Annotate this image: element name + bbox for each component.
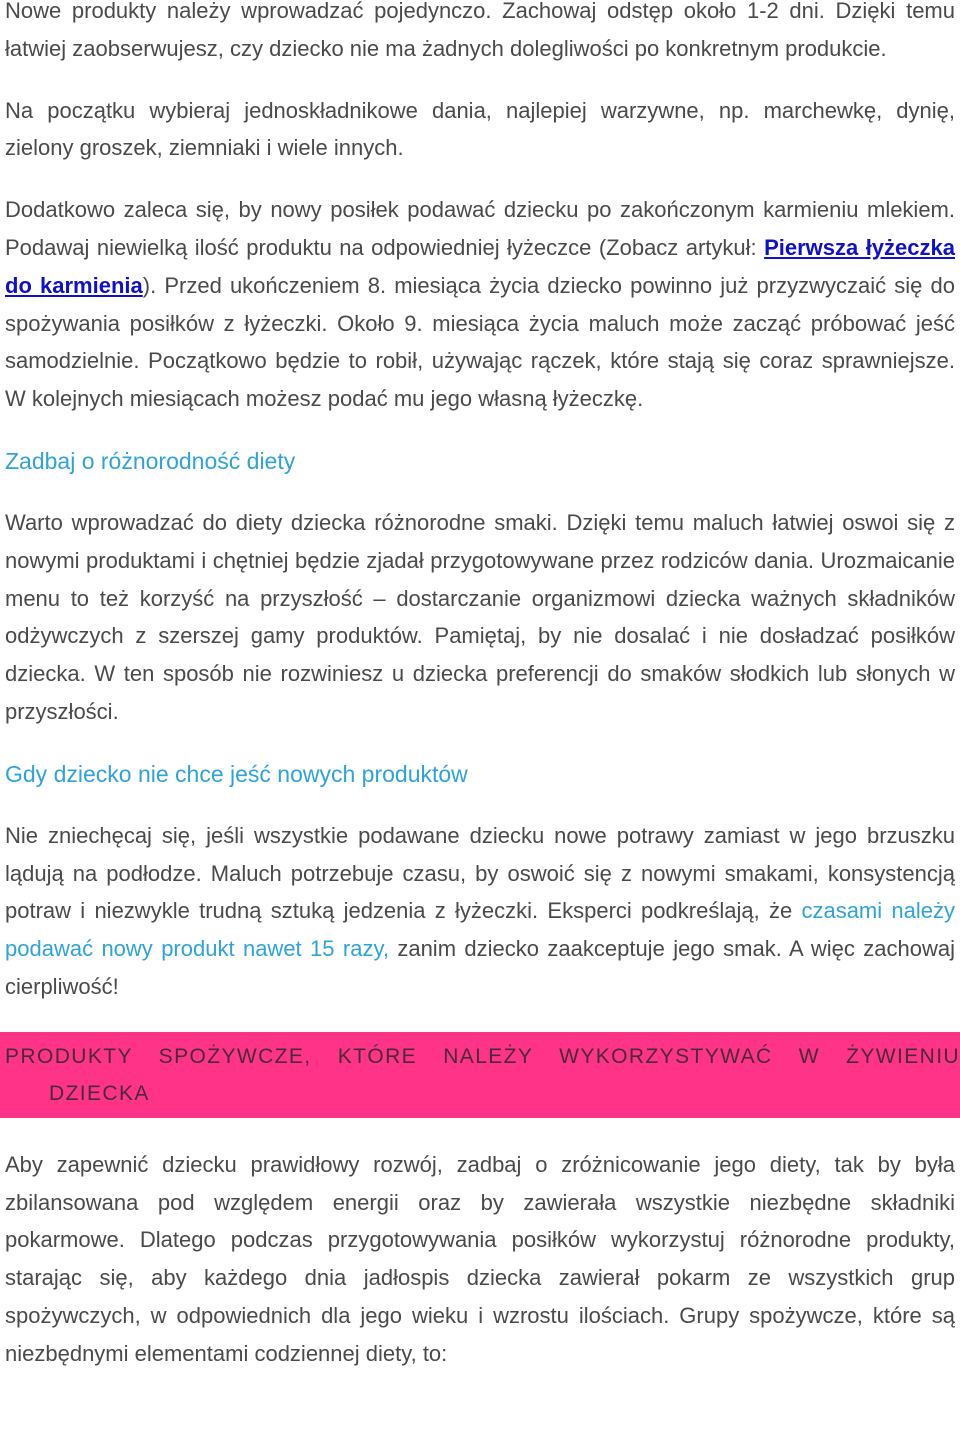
paragraph-diet-variety: Warto wprowadzać do diety dziecka różnorodne smaki. Dzięki temu maluch łatwiej oswoi się z nowymi produktami i chętniej będzie zjadał przygotowywane przez rodziców dania. Urozmaicanie menu to też korzyść na przyszłość – dostarczanie organizmowi dziecka ważnych składników odżywczych z szerszej gamy produktów. Pamiętaj, by nie dosalać i nie dosładzać posiłków dziecka. W ten sposób nie rozwiniesz u dziecka preferencji do smaków słodkich lub słonych w przyszłości.: [5, 509, 955, 724]
heading-refuses-new-food: Gdy dziecko nie chce jeść nowych produktów: [5, 760, 468, 787]
banner-title-line-1: PRODUKTY SPOŻYWCZE, KTÓRE NALEŻY WYKORZYSTYWAĆ W ŻYWIENIU: [5, 1044, 960, 1068]
paragraph-food-groups: Aby zapewnić dziecku prawidłowy rozwój, zadbaj o zróżnicowanie jego diety, tak by była zbilansowana pod względem energii oraz by zawierała wszystkie niezbędne składniki pokarmowe. Dlatego podczas przygotowywania posiłków wykorzystuj różnorodne produkty, starając się, aby każdego dnia jadłospis dziecka zawierał pokarm ze wszystkich grup spożywczych, w odpowiednich dla jego wieku i wzrostu ilościach. Grupy spożywcze, które są niezbędnymi elementami codziennej diety, to:: [5, 1151, 955, 1366]
banner-title-line-2: DZIECKA: [49, 1081, 150, 1105]
article-body: [5, 0, 960, 1373]
paragraph-after-milk: [5, 191, 955, 418]
paragraph-first-dishes: Na początku wybieraj jednoskładnikowe dania, najlepiej warzywne, np. marchewkę, dynię, zielony groszek, ziemniaki i wiele innych.: [5, 97, 955, 161]
paragraph-refuses-text-2: zanim dziecko zaakceptuje jego smak. A więc zachowaj cierpliwość!: [5, 936, 955, 999]
highlight-15-times: czasami należy podawać nowy produkt nawet 15 razy,: [5, 898, 955, 962]
paragraph-after-milk-text-2: ). Przed ukończeniem 8. miesiąca życia dziecko powinno już przyzwyczaić się do spożywania posiłków z łyżeczki. Około 9. miesiąca życia maluch może zacząć próbować jeść samodzielnie. Początkowo będzie to robił, używając rączek, które stają się coraz sprawniejsze. W kolejnych miesiącach możesz podać mu jego własną łyżeczkę.: [5, 272, 955, 412]
article-link-first-spoon[interactable]: Pierwsza łyżeczka do karmienia: [5, 234, 955, 298]
heading-diet-variety: Zadbaj o różnorodność diety: [5, 447, 296, 474]
paragraph-refuses-text-1: Nie zniechęcaj się, jeśli wszystkie podawane dziecku nowe potrawy zamiast w jego brzuszku lądują na podłodze. Maluch potrzebuje czasu, by oswoić się z nowymi smakami, konsystencją potraw i niezwykle trudną sztuką jedzenia z łyżeczki. Eksperci podkreślają, że: [5, 822, 955, 924]
paragraph-refuses-new-food: [5, 817, 955, 1006]
paragraph-after-milk-text-1: Dodatkowo zaleca się, by nowy posiłek podawać dziecku po zakończonym karmieniu mlekiem. Podawaj niewielką ilość produktu na odpowiedniej łyżeczce (Zobacz artykuł:: [5, 197, 955, 260]
section-banner: [0, 1032, 960, 1118]
paragraph-new-products: Nowe produkty należy wprowadzać pojedynczo. Zachowaj odstęp około 1-2 dni. Dzięki temu łatwiej zaobserwujesz, czy dziecko nie ma żadnych dolegliwości po konkretnym produkcie.: [5, 0, 955, 61]
banner-title: [5, 1038, 960, 1112]
